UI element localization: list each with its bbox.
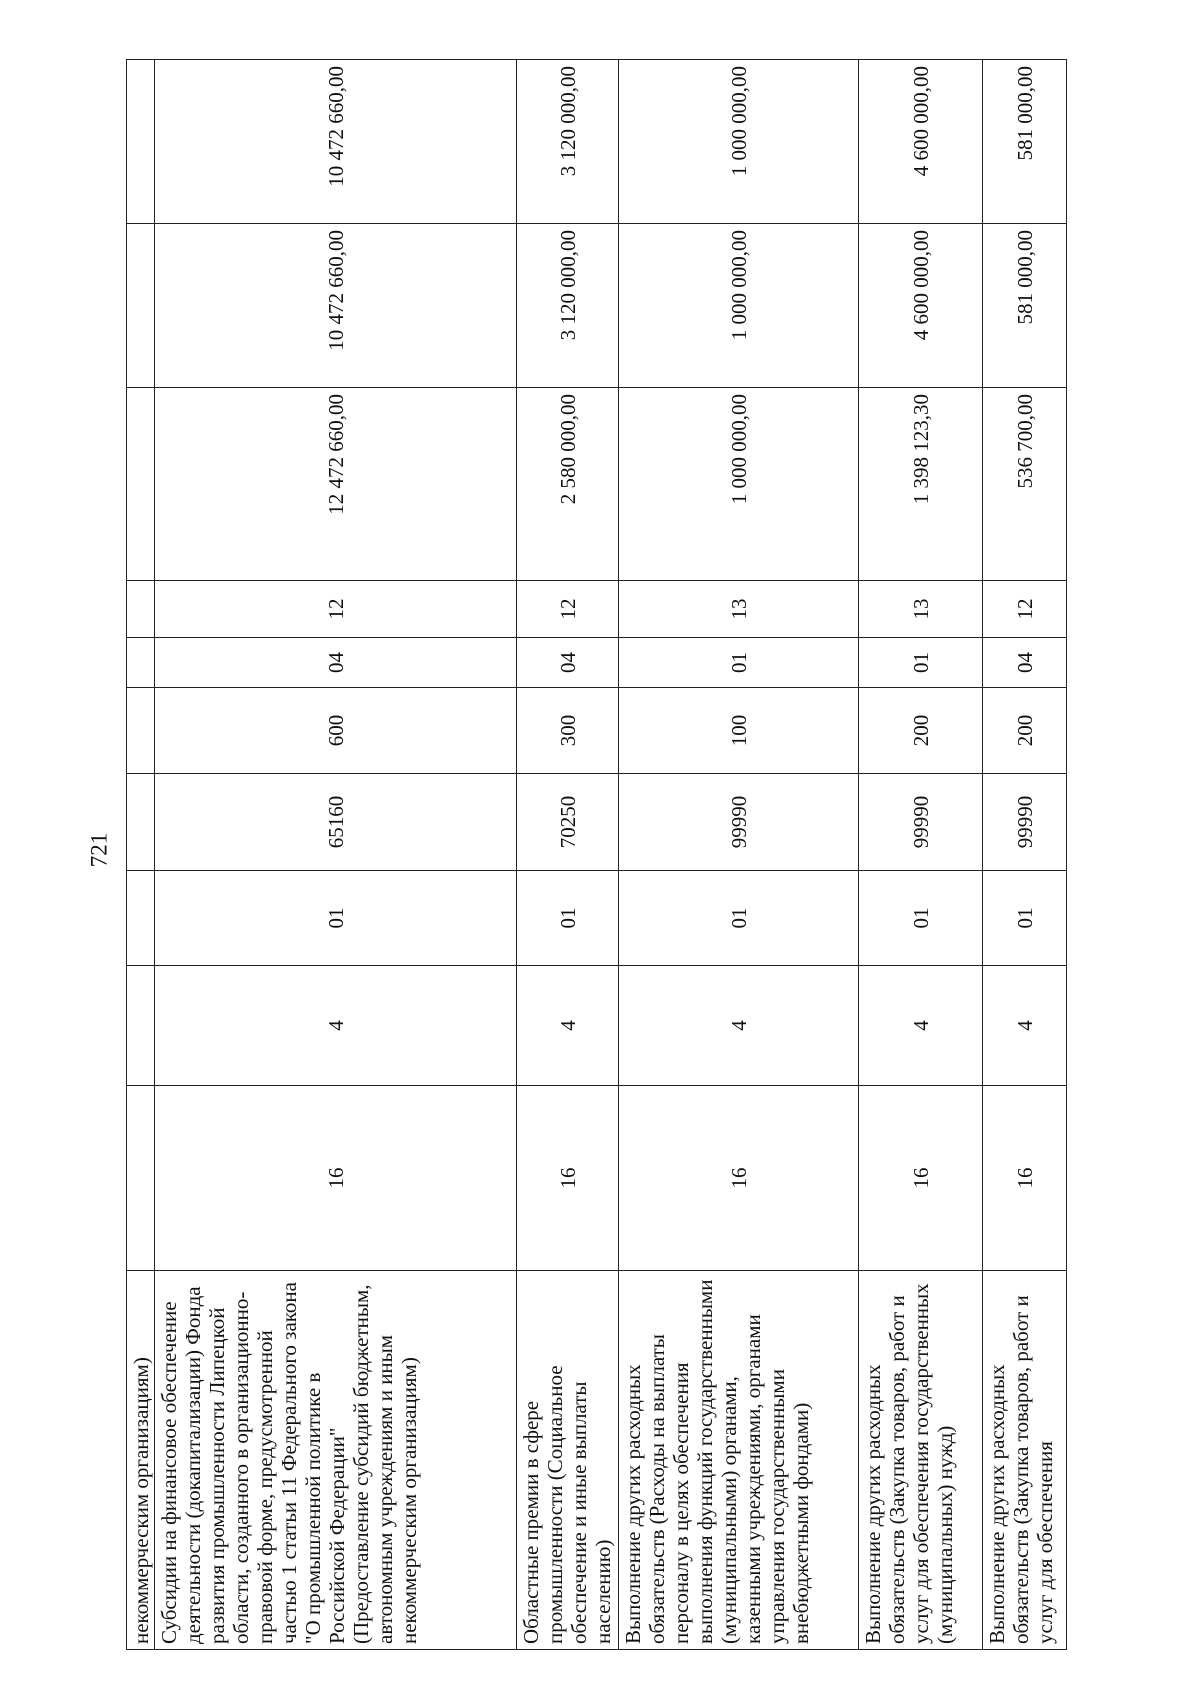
code-cell: 12 <box>517 581 619 638</box>
amount-cell: 4 600 000,00 <box>859 60 983 224</box>
code-cell: 01 <box>619 638 859 688</box>
page-number: 721 <box>86 832 111 868</box>
empty-cell <box>127 388 155 581</box>
empty-cell <box>127 1086 155 1271</box>
empty-cell <box>127 581 155 638</box>
table-row <box>859 60 983 1650</box>
code-cell: 4 <box>155 966 517 1086</box>
code-cell: 4 <box>859 966 983 1086</box>
table-row <box>517 60 619 1650</box>
code-cell: 4 <box>983 966 1067 1086</box>
code-cell: 16 <box>859 1086 983 1271</box>
code-cell: 01 <box>983 871 1067 966</box>
description-cell: некоммерческим организациям) <box>127 1271 155 1650</box>
code-cell: 04 <box>983 638 1067 688</box>
budget-table <box>126 59 1067 1650</box>
code-cell: 13 <box>859 581 983 638</box>
amount-cell: 1 000 000,00 <box>619 224 859 388</box>
code-cell: 01 <box>859 871 983 966</box>
empty-cell <box>127 224 155 388</box>
code-cell: 300 <box>517 688 619 774</box>
amount-cell: 536 700,00 <box>983 388 1067 581</box>
amount-cell: 581 000,00 <box>983 224 1067 388</box>
empty-cell <box>127 966 155 1086</box>
amount-cell: 3 120 000,00 <box>517 224 619 388</box>
code-cell: 65160 <box>155 774 517 871</box>
description-cell: Областные премии в сфере промышленности (Социальное обеспечение и иные выплаты населению) <box>517 1271 619 1650</box>
table-row <box>619 60 859 1650</box>
amount-cell: 3 120 000,00 <box>517 60 619 224</box>
description-cell: Выполнение других расходных обязательств (Закупка товаров, работ и услуг для обеспечения <box>983 1271 1067 1650</box>
code-cell: 04 <box>517 638 619 688</box>
code-cell: 4 <box>619 966 859 1086</box>
code-cell: 16 <box>155 1086 517 1271</box>
code-cell: 01 <box>859 638 983 688</box>
code-cell: 100 <box>619 688 859 774</box>
code-cell: 04 <box>155 638 517 688</box>
empty-cell <box>127 60 155 224</box>
amount-cell: 1 000 000,00 <box>619 388 859 581</box>
description-cell: Выполнение других расходных обязательств (Закупка товаров, работ и услуг для обеспечения государственных (муниципальных) нужд) <box>859 1271 983 1650</box>
code-cell: 600 <box>155 688 517 774</box>
empty-cell <box>127 774 155 871</box>
code-cell: 12 <box>983 581 1067 638</box>
code-cell: 16 <box>517 1086 619 1271</box>
table-row <box>983 60 1067 1650</box>
code-cell: 13 <box>619 581 859 638</box>
amount-cell: 1 398 123,30 <box>859 388 983 581</box>
code-cell: 12 <box>155 581 517 638</box>
table-row <box>155 60 517 1650</box>
code-cell: 99990 <box>983 774 1067 871</box>
empty-cell <box>127 638 155 688</box>
amount-cell: 12 472 660,00 <box>155 388 517 581</box>
code-cell: 70250 <box>517 774 619 871</box>
code-cell: 16 <box>983 1086 1067 1271</box>
rotated-budget-table <box>126 60 1066 1650</box>
code-cell: 16 <box>619 1086 859 1271</box>
amount-cell: 581 000,00 <box>983 60 1067 224</box>
table-row <box>127 60 155 1650</box>
code-cell: 99990 <box>619 774 859 871</box>
description-cell: Субсидии на финансовое обеспечение деятельности (докапитализации) Фонда развития промышленности Липецкой области, созданного в организационно-правовой форме, предусмотренной частью 1 статьи 11 Федерального закона "О промышленной политике в Российской Федерации" (Предоставление субсидий бюджетным, автономным учреждениям и иным некоммерческим организациям) <box>155 1271 517 1650</box>
description-cell: Выполнение других расходных обязательств (Расходы на выплаты персоналу в целях обеспечения выполнения функций государственными (муниципальными) органами, казенными учреждениями, органами управления государственными внебюджетными фондами) <box>619 1271 859 1650</box>
empty-cell <box>127 871 155 966</box>
amount-cell: 4 600 000,00 <box>859 224 983 388</box>
empty-cell <box>127 688 155 774</box>
amount-cell: 10 472 660,00 <box>155 224 517 388</box>
amount-cell: 2 580 000,00 <box>517 388 619 581</box>
code-cell: 99990 <box>859 774 983 871</box>
code-cell: 01 <box>155 871 517 966</box>
code-cell: 4 <box>517 966 619 1086</box>
code-cell: 01 <box>517 871 619 966</box>
code-cell: 01 <box>619 871 859 966</box>
amount-cell: 1 000 000,00 <box>619 60 859 224</box>
code-cell: 200 <box>983 688 1067 774</box>
amount-cell: 10 472 660,00 <box>155 60 517 224</box>
code-cell: 200 <box>859 688 983 774</box>
